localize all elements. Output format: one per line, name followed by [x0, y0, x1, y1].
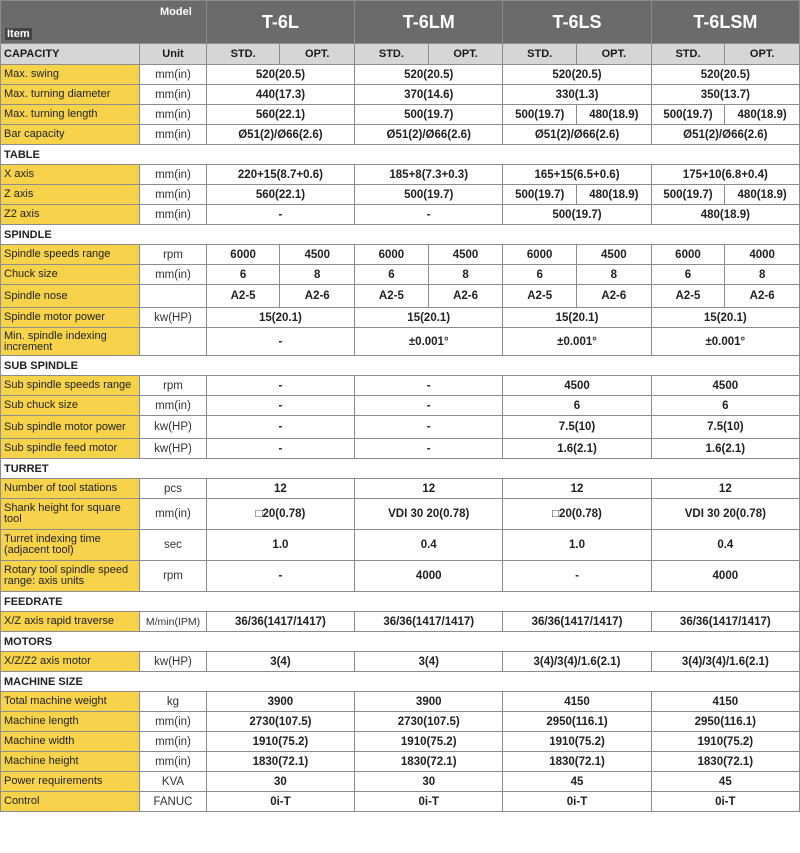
section-title: SPINDLE — [1, 225, 800, 245]
cell-value: 4500 — [577, 245, 652, 265]
cell-value: 480(18.9) — [651, 205, 799, 225]
cell-value: 3(4)/3(4)/1.6(2.1) — [503, 652, 651, 672]
row-unit: FANUC — [140, 792, 207, 812]
cell-value: ±0.001° — [355, 328, 503, 356]
row-label: Spindle motor power — [1, 308, 140, 328]
cell-value: 480(18.9) — [725, 185, 800, 205]
cell-value: 0i-T — [651, 792, 799, 812]
cell-value: - — [206, 376, 354, 396]
row-label: Bar capacity — [1, 125, 140, 145]
cell-value: 4000 — [725, 245, 800, 265]
cell-value: 480(18.9) — [577, 105, 652, 125]
section-title: TABLE — [1, 145, 800, 165]
row-unit: mm(in) — [140, 205, 207, 225]
std-label: STD. — [355, 44, 429, 65]
cell-value: 480(18.9) — [577, 185, 652, 205]
row-unit: kw(HP) — [140, 308, 207, 328]
row-unit: kw(HP) — [140, 652, 207, 672]
row-unit: sec — [140, 530, 207, 561]
cell-value: 4000 — [355, 561, 503, 592]
cell-value: 4150 — [503, 692, 651, 712]
cell-value: 6000 — [651, 245, 725, 265]
row-label: Machine height — [1, 752, 140, 772]
model-label: Model — [160, 6, 192, 18]
cell-value: A2-6 — [725, 285, 800, 308]
cell-value: 500(19.7) — [355, 185, 503, 205]
cell-value: 36/36(1417/1417) — [206, 612, 354, 632]
cell-value: 12 — [355, 479, 503, 499]
cell-value: 36/36(1417/1417) — [503, 612, 651, 632]
row-label: Shank height for square tool — [1, 499, 140, 530]
row-label: Max. turning diameter — [1, 85, 140, 105]
cell-value: 0.4 — [355, 530, 503, 561]
cell-value: - — [355, 416, 503, 439]
row-label: X/Z/Z2 axis motor — [1, 652, 140, 672]
opt-label: OPT. — [280, 44, 355, 65]
unit-header: Unit — [140, 44, 207, 65]
cell-value: Ø51(2)/Ø66(2.6) — [206, 125, 354, 145]
row-rapid-traverse — [1, 612, 800, 632]
row-label: Chuck size — [1, 265, 140, 285]
row-max-swing — [1, 65, 800, 85]
section-title: MOTORS — [1, 632, 800, 652]
cell-value: 560(22.1) — [206, 185, 354, 205]
cell-value: 2730(107.5) — [355, 712, 503, 732]
row-unit: mm(in) — [140, 712, 207, 732]
cell-value: 370(14.6) — [355, 85, 503, 105]
cell-value: 4500 — [428, 245, 503, 265]
cell-value: □20(0.78) — [503, 499, 651, 530]
row-shank-height — [1, 499, 800, 530]
cell-value: ±0.001° — [651, 328, 799, 356]
cell-value: 520(20.5) — [206, 65, 354, 85]
cell-value: 500(19.7) — [503, 105, 577, 125]
row-unit: mm(in) — [140, 185, 207, 205]
row-label: Rotary tool spindle speed range: axis units — [1, 561, 140, 592]
cell-value: 30 — [355, 772, 503, 792]
header-corner — [1, 1, 207, 44]
cell-value: 1830(72.1) — [651, 752, 799, 772]
opt-label: OPT. — [577, 44, 652, 65]
row-label: X/Z axis rapid traverse — [1, 612, 140, 632]
section-title: MACHINE SIZE — [1, 672, 800, 692]
cell-value: 8 — [577, 265, 652, 285]
row-max-turning-length — [1, 105, 800, 125]
cell-value: 1910(75.2) — [355, 732, 503, 752]
std-label: STD. — [206, 44, 280, 65]
cell-value: 6000 — [503, 245, 577, 265]
cell-value: 4500 — [503, 376, 651, 396]
cell-value: 6 — [206, 265, 280, 285]
row-label: Sub spindle motor power — [1, 416, 140, 439]
cell-value: - — [503, 561, 651, 592]
cell-value: 1.0 — [206, 530, 354, 561]
row-spindle-speeds — [1, 245, 800, 265]
cell-value: 1.6(2.1) — [651, 439, 799, 459]
cell-value: 36/36(1417/1417) — [651, 612, 799, 632]
cell-value: - — [206, 439, 354, 459]
model-t6ls: T-6LS — [503, 1, 651, 44]
cell-value: 1830(72.1) — [206, 752, 354, 772]
cell-value: 6000 — [206, 245, 280, 265]
cell-value: 15(20.1) — [503, 308, 651, 328]
section-table — [1, 145, 800, 165]
row-label: Max. swing — [1, 65, 140, 85]
cell-value: A2-5 — [651, 285, 725, 308]
row-unit — [140, 328, 207, 356]
row-label: Z2 axis — [1, 205, 140, 225]
row-label: Turret indexing time (adjacent tool) — [1, 530, 140, 561]
cell-value: - — [206, 561, 354, 592]
cell-value: 7.5(10) — [651, 416, 799, 439]
row-unit: pcs — [140, 479, 207, 499]
cell-value: 15(20.1) — [651, 308, 799, 328]
section-feedrate — [1, 592, 800, 612]
cell-value: 36/36(1417/1417) — [355, 612, 503, 632]
row-label: Total machine weight — [1, 692, 140, 712]
cell-value: - — [206, 205, 354, 225]
cell-value: 6 — [503, 396, 651, 416]
cell-value: 520(20.5) — [503, 65, 651, 85]
cell-value: 3900 — [355, 692, 503, 712]
row-spindle-indexing — [1, 328, 800, 356]
capacity-section-title: CAPACITY — [1, 44, 140, 65]
cell-value: 520(20.5) — [355, 65, 503, 85]
cell-value: A2-5 — [206, 285, 280, 308]
row-rotary-tool — [1, 561, 800, 592]
row-indexing-time — [1, 530, 800, 561]
std-label: STD. — [503, 44, 577, 65]
header-row — [1, 1, 800, 44]
cell-value: 6 — [503, 265, 577, 285]
cell-value: 4000 — [651, 561, 799, 592]
row-label: Sub chuck size — [1, 396, 140, 416]
opt-label: OPT. — [725, 44, 800, 65]
row-unit: kg — [140, 692, 207, 712]
row-z2-axis — [1, 205, 800, 225]
cell-value: - — [206, 416, 354, 439]
row-control — [1, 792, 800, 812]
row-label: Z axis — [1, 185, 140, 205]
cell-value: 165+15(6.5+0.6) — [503, 165, 651, 185]
row-power — [1, 772, 800, 792]
cell-value: A2-5 — [355, 285, 429, 308]
cell-value: 500(19.7) — [503, 185, 577, 205]
cell-value: 3900 — [206, 692, 354, 712]
cell-value: 1830(72.1) — [503, 752, 651, 772]
row-label: Machine length — [1, 712, 140, 732]
cell-value: 6 — [355, 265, 429, 285]
cell-value: ±0.001° — [503, 328, 651, 356]
cell-value: 4150 — [651, 692, 799, 712]
section-spindle — [1, 225, 800, 245]
cell-value: 45 — [651, 772, 799, 792]
cell-value: 6000 — [355, 245, 429, 265]
row-unit: kw(HP) — [140, 439, 207, 459]
cell-value: 1.6(2.1) — [503, 439, 651, 459]
row-sub-motor — [1, 416, 800, 439]
row-unit: mm(in) — [140, 752, 207, 772]
cell-value: 8 — [280, 265, 355, 285]
cell-value: 500(19.7) — [503, 205, 651, 225]
row-chuck-size — [1, 265, 800, 285]
cell-value: Ø51(2)/Ø66(2.6) — [503, 125, 651, 145]
section-title: TURRET — [1, 459, 800, 479]
cell-value: 4500 — [280, 245, 355, 265]
cell-value: 0i-T — [355, 792, 503, 812]
cell-value: 7.5(10) — [503, 416, 651, 439]
cell-value: 1910(75.2) — [503, 732, 651, 752]
section-machine-size — [1, 672, 800, 692]
cell-value: 8 — [725, 265, 800, 285]
row-label: Min. spindle indexing increment — [1, 328, 140, 356]
row-label: Spindle nose — [1, 285, 140, 308]
row-tool-stations — [1, 479, 800, 499]
cell-value: 8 — [428, 265, 503, 285]
row-sub-speeds — [1, 376, 800, 396]
item-label: Item — [7, 28, 30, 40]
cell-value: A2-5 — [503, 285, 577, 308]
row-sub-chuck — [1, 396, 800, 416]
row-label: Machine width — [1, 732, 140, 752]
row-label: Spindle speeds range — [1, 245, 140, 265]
cell-value: □20(0.78) — [206, 499, 354, 530]
cell-value: 15(20.1) — [355, 308, 503, 328]
row-unit: rpm — [140, 561, 207, 592]
cell-value: 12 — [503, 479, 651, 499]
cell-value: 6 — [651, 396, 799, 416]
cell-value: VDI 30 20(0.78) — [355, 499, 503, 530]
row-height — [1, 752, 800, 772]
cell-value: 12 — [651, 479, 799, 499]
cell-value: 45 — [503, 772, 651, 792]
cell-value: 480(18.9) — [725, 105, 800, 125]
section-motors — [1, 632, 800, 652]
cell-value: 12 — [206, 479, 354, 499]
cell-value: 220+15(8.7+0.6) — [206, 165, 354, 185]
opt-label: OPT. — [428, 44, 503, 65]
cell-value: 0i-T — [503, 792, 651, 812]
cell-value: 4500 — [651, 376, 799, 396]
row-label: X axis — [1, 165, 140, 185]
cell-value: 330(1.3) — [503, 85, 651, 105]
cell-value: A2-6 — [280, 285, 355, 308]
row-unit — [140, 285, 207, 308]
cell-value: 500(19.7) — [355, 105, 503, 125]
cell-value: 3(4) — [206, 652, 354, 672]
cell-value: 1.0 — [503, 530, 651, 561]
cell-value: - — [206, 396, 354, 416]
row-unit: mm(in) — [140, 125, 207, 145]
row-sub-feed — [1, 439, 800, 459]
row-unit: mm(in) — [140, 499, 207, 530]
cell-value: 1830(72.1) — [355, 752, 503, 772]
row-max-turning-diameter — [1, 85, 800, 105]
cell-value: Ø51(2)/Ø66(2.6) — [355, 125, 503, 145]
cell-value: 175+10(6.8+0.4) — [651, 165, 799, 185]
cell-value: 2950(116.1) — [503, 712, 651, 732]
row-spindle-motor — [1, 308, 800, 328]
row-label: Number of tool stations — [1, 479, 140, 499]
subheader-row — [1, 44, 800, 65]
row-label: Sub spindle feed motor — [1, 439, 140, 459]
cell-value: 3(4) — [355, 652, 503, 672]
cell-value: 500(19.7) — [651, 185, 725, 205]
cell-value: 15(20.1) — [206, 308, 354, 328]
cell-value: 0.4 — [651, 530, 799, 561]
cell-value: Ø51(2)/Ø66(2.6) — [651, 125, 799, 145]
row-unit: mm(in) — [140, 85, 207, 105]
section-title: SUB SPINDLE — [1, 356, 800, 376]
section-sub-spindle — [1, 356, 800, 376]
row-spindle-nose — [1, 285, 800, 308]
row-z-axis — [1, 185, 800, 205]
cell-value: 3(4)/3(4)/1.6(2.1) — [651, 652, 799, 672]
row-unit: mm(in) — [140, 65, 207, 85]
cell-value: 0i-T — [206, 792, 354, 812]
row-unit: rpm — [140, 245, 207, 265]
cell-value: 2730(107.5) — [206, 712, 354, 732]
cell-value: A2-6 — [428, 285, 503, 308]
row-unit: rpm — [140, 376, 207, 396]
row-label: Sub spindle speeds range — [1, 376, 140, 396]
cell-value: 500(19.7) — [651, 105, 725, 125]
row-label: Power requirements — [1, 772, 140, 792]
row-unit: kw(HP) — [140, 416, 207, 439]
row-label: Max. turning length — [1, 105, 140, 125]
cell-value: VDI 30 20(0.78) — [651, 499, 799, 530]
row-axis-motor — [1, 652, 800, 672]
row-unit: M/min(IPM) — [140, 612, 207, 632]
row-unit: mm(in) — [140, 396, 207, 416]
row-label: Control — [1, 792, 140, 812]
row-unit: mm(in) — [140, 732, 207, 752]
cell-value: - — [355, 439, 503, 459]
model-t6l: T-6L — [206, 1, 354, 44]
model-t6lsm: T-6LSM — [651, 1, 799, 44]
cell-value: 350(13.7) — [651, 85, 799, 105]
cell-value: 440(17.3) — [206, 85, 354, 105]
cell-value: - — [355, 396, 503, 416]
row-unit: mm(in) — [140, 105, 207, 125]
cell-value: 1910(75.2) — [651, 732, 799, 752]
cell-value: 185+8(7.3+0.3) — [355, 165, 503, 185]
row-width — [1, 732, 800, 752]
std-label: STD. — [651, 44, 725, 65]
row-bar-capacity — [1, 125, 800, 145]
model-t6lm: T-6LM — [355, 1, 503, 44]
cell-value: 2950(116.1) — [651, 712, 799, 732]
row-weight — [1, 692, 800, 712]
cell-value: 1910(75.2) — [206, 732, 354, 752]
cell-value: 560(22.1) — [206, 105, 354, 125]
cell-value: - — [355, 205, 503, 225]
cell-value: A2-6 — [577, 285, 652, 308]
row-unit: KVA — [140, 772, 207, 792]
row-length — [1, 712, 800, 732]
section-turret — [1, 459, 800, 479]
cell-value: 30 — [206, 772, 354, 792]
row-unit: mm(in) — [140, 165, 207, 185]
cell-value: 6 — [651, 265, 725, 285]
section-title: FEEDRATE — [1, 592, 800, 612]
cell-value: - — [355, 376, 503, 396]
row-x-axis — [1, 165, 800, 185]
row-unit: mm(in) — [140, 265, 207, 285]
cell-value: 520(20.5) — [651, 65, 799, 85]
cell-value: - — [206, 328, 354, 356]
